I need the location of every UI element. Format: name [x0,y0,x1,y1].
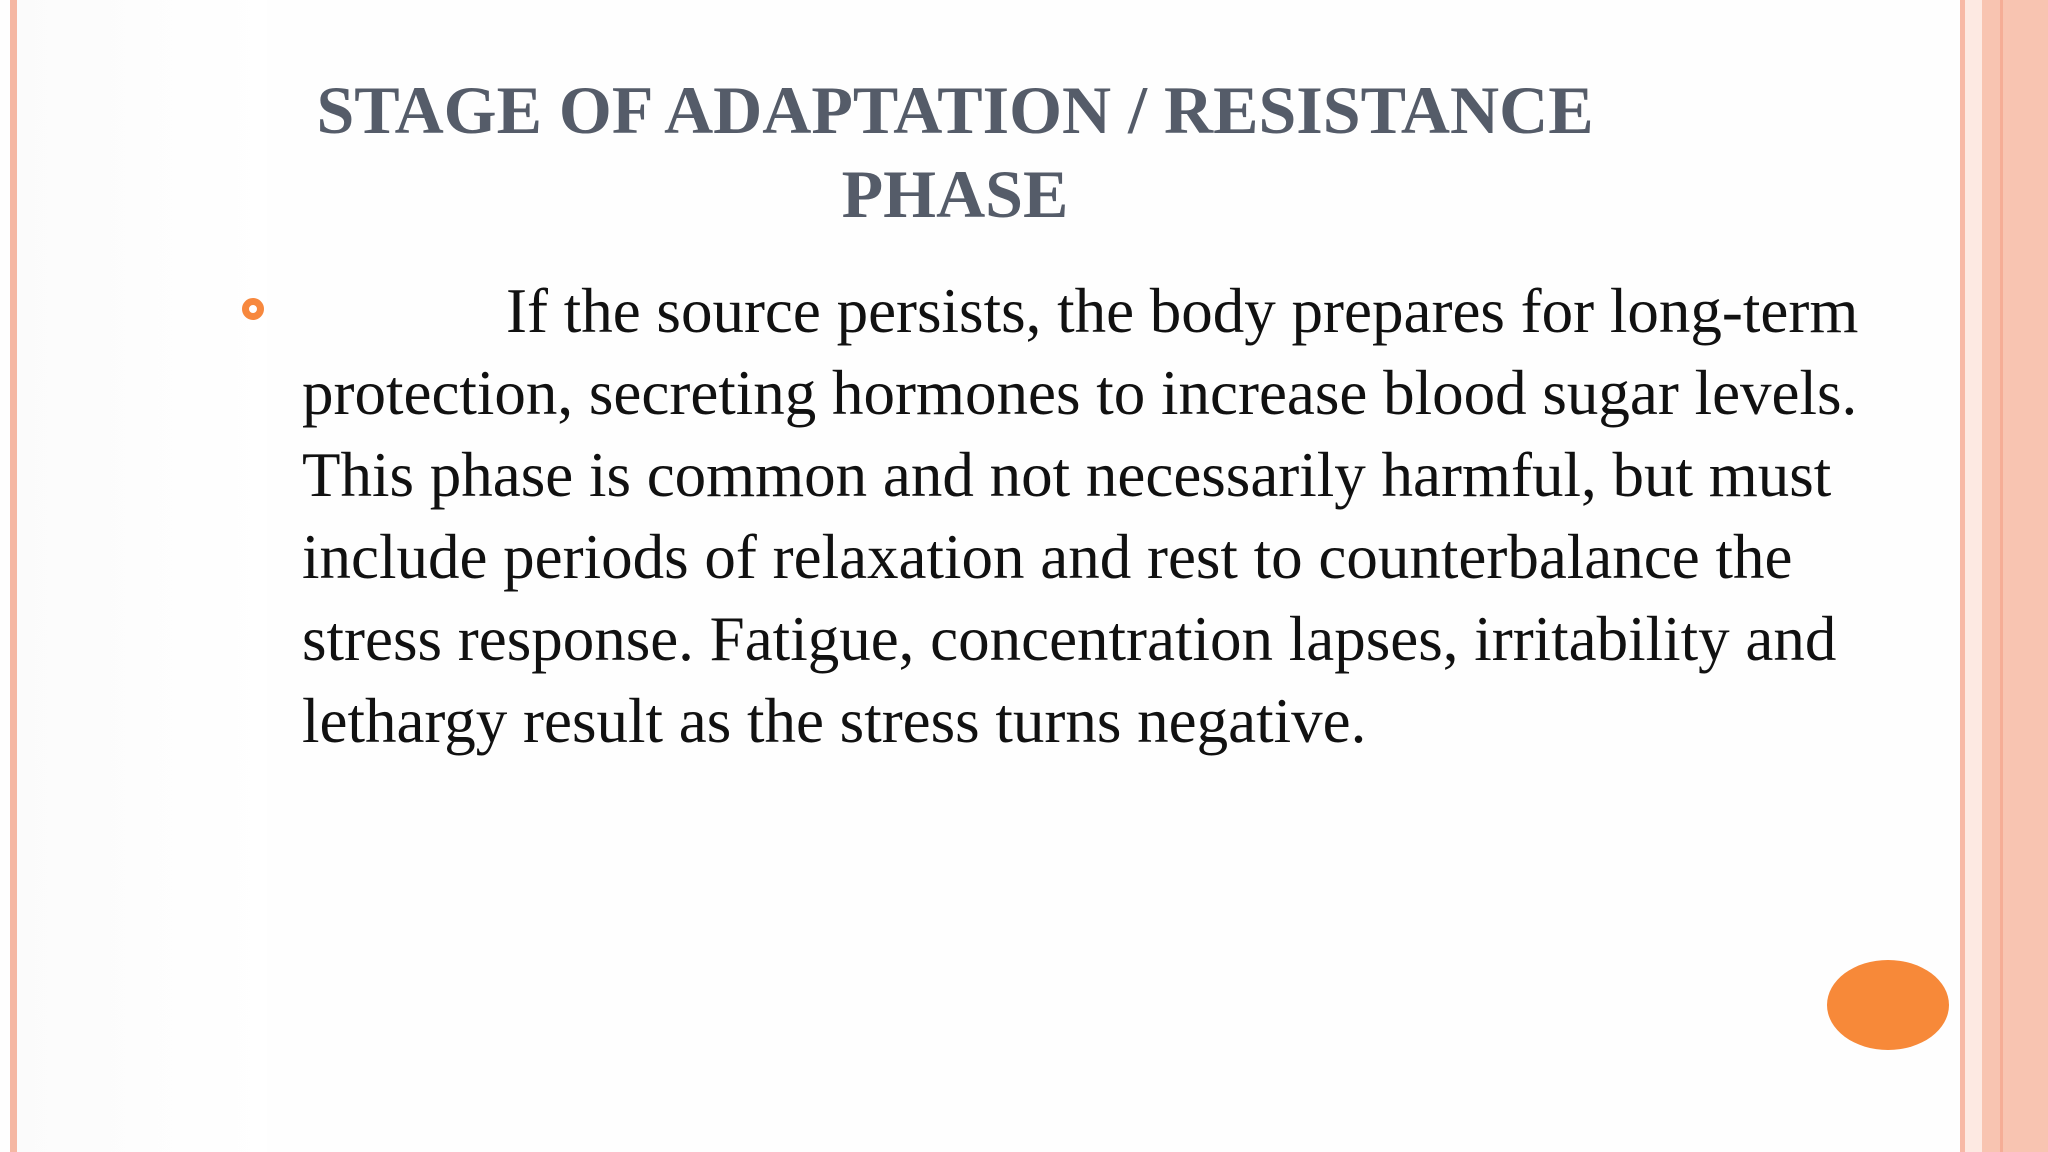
slide-title [300,68,1610,236]
hollow-circle-bullet-icon [242,298,264,320]
paragraph-line: include periods of relaxation and rest to counterbalance the [302,522,1793,592]
slide-title-line-2: PHASE [841,156,1069,232]
slide-title-line-1: STAGE OF ADAPTATION / RESISTANCE [316,72,1594,148]
paragraph-line: If the source persists, the body prepares for long-term [506,276,1859,346]
left-shade-panel [17,0,267,1152]
paragraph-line: This phase is common and not necessarily harmful, but must [302,440,1832,510]
bullet-paragraph [302,270,2002,762]
paragraph-line: lethargy result as the stress turns negative. [302,686,1367,756]
left-border-stripe [10,0,17,1152]
orange-circle-icon [1827,960,1949,1050]
paragraph-line: stress response. Fatigue, concentration lapses, irritability and [302,604,1837,674]
paragraph-line: protection, secreting hormones to increase blood sugar levels. [302,358,1858,428]
